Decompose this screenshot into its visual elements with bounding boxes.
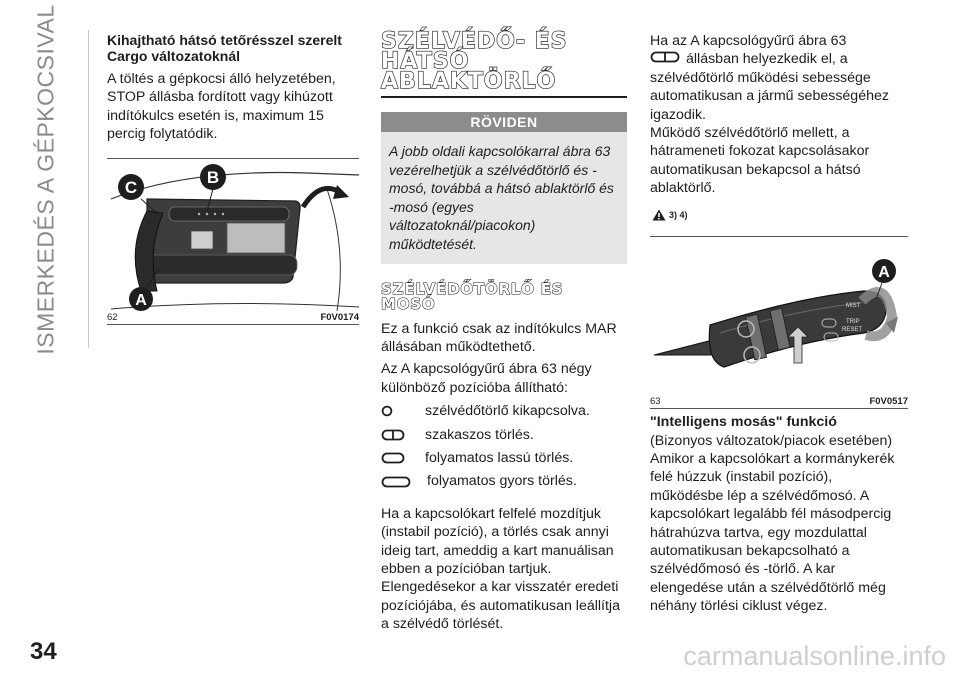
auto-speed-paragraph	[650, 32, 908, 124]
wiper-washer-subtitle	[381, 279, 627, 313]
position-slow-text: folyamatos lassú törlés.	[425, 450, 574, 466]
position-slow-row	[381, 449, 627, 467]
sidebar-divider	[88, 30, 89, 348]
warning-reference	[652, 206, 908, 224]
auto-speed-rest: állásban helyezkedik el, a szélvédőtörlő működési sebessége automatikusan a jármű sebességéhez igazodik.	[650, 51, 889, 123]
figure-63	[650, 236, 908, 409]
positions-intro: Az A kapcsológyűrű ábra 63 négy különböző pozícióba állítható:	[381, 361, 592, 396]
position-fast-row	[381, 472, 627, 490]
callout-a-63-text: A	[878, 264, 890, 282]
position-off-row	[381, 402, 627, 420]
ignition-paragraph: Ez a funkció csak az indítókulcs MAR állásában működtethető.	[381, 320, 617, 355]
callout-c	[118, 174, 144, 200]
subtitle-line-1: SZÉLVÉDŐTÖRLŐ ÉS	[381, 279, 564, 298]
figure-62-number: 62	[107, 311, 118, 323]
summary-box: A jobb oldali kapcsolókarral ábra 63 vezérelhetjük a szélvédőtörlő és -mosó, továbbá a hátsó ablaktörlő és -mosó (egyes változatoknál/piacokon) működtetését.	[381, 132, 627, 264]
callout-a-63	[872, 259, 896, 283]
column-3	[650, 32, 908, 620]
smart-wash-title: "Intelligens mosás" funkció	[650, 414, 837, 431]
figure-63-number: 63	[650, 396, 661, 408]
position-off-text: szélvédőtörlő kikapcsolva.	[425, 403, 590, 420]
chapter-sidebar-title	[6, 3, 86, 355]
wiper-fast-icon	[381, 476, 427, 488]
position-intermittent-text: szakaszos törlés.	[425, 426, 534, 443]
section-title	[381, 29, 627, 98]
dashboard-switch-illustration	[107, 159, 359, 311]
stalk-label-reset: RESET	[842, 327, 863, 334]
charging-paragraph: A töltés a gépkocsi álló helyzetében, STOP állásba fordított vagy kihúzott indítókulcs esetén is, maximum 15 percig folytatódik.	[107, 71, 336, 143]
callout-b	[200, 164, 226, 190]
smart-wash-text: (Bizonyos változatok/piacok esetében) Amikor a kapcsolókart a kormánykerék felé húzzuk (instabil pozíció), működésbe lép a szélvédőmosó. A kapcsolókart legalább fél másodpercig hátrahúzva tartva, egy mozdulattal automatikusan bekapcsolható a szélvédőmosó és -törlő. A kar elengedése után a szélvédőtörlő még néhány törlési ciklust végez.	[650, 432, 895, 615]
chapter-title-text: ISMERKEDÉS A GÉPKOCSIVAL	[32, 3, 59, 355]
callout-c-text: C	[124, 177, 138, 197]
section-title-line-3: ABLAKTÖRLŐ	[381, 69, 557, 94]
column-2	[381, 29, 627, 638]
subtitle-line-2: MOSÓ	[381, 294, 436, 313]
figure-63-code: F0V0517	[869, 396, 908, 408]
position-intermittent-row	[381, 426, 627, 444]
cargo-subheading: Kihajtható hátsó tetőrésszel szerelt Cargo változatoknál	[107, 32, 342, 64]
figure-62	[107, 158, 359, 325]
warning-triangle-icon	[652, 209, 666, 221]
wiper-intermittent-icon	[381, 429, 425, 441]
stalk-label-mist: MIST	[846, 303, 861, 310]
figure-62-code: F0V0174	[320, 311, 359, 323]
section-title-line-2: HÁTSÓ	[381, 49, 470, 74]
position-fast-text: folyamatos gyors törlés.	[427, 473, 577, 490]
page-number: 34	[30, 638, 57, 665]
callout-b-text: B	[206, 167, 220, 187]
figure-62-caption	[107, 311, 359, 324]
callout-a-text: A	[135, 291, 147, 309]
warning-ref-text: 3) 4)	[669, 209, 688, 220]
stalk-label-trip: TRIP	[846, 319, 860, 326]
wiper-off-icon	[381, 405, 425, 417]
auto-speed-start: Ha az A kapcsológyűrű ábra 63	[650, 33, 847, 49]
summary-title: RÖVIDEN	[381, 112, 627, 132]
wiper-slow-icon	[381, 452, 425, 464]
auto-speed-icon	[650, 50, 680, 68]
momentary-paragraph: Ha a kapcsolókart felfelé mozdítjuk (instabil pozíció), a törlés csak annyi ideig tart, ameddig a kart manuálisan ebben a pozícióban tartjuk. Elengedésekor a kar visszatér eredeti pozíciójába, és automatikusan leállítja a szélvédő törlését.	[381, 505, 620, 633]
column-1	[107, 32, 359, 325]
section-title-line-1: SZÉLVÉDŐ- ÉS	[381, 29, 568, 54]
watermark: carmanualsonline.info	[683, 641, 946, 671]
reverse-gear-paragraph: Működő szélvédőtörlő mellett, a hátrameneti fokozat kapcsolásakor automatikusan bekapcsol a hátsó ablaktörlő.	[650, 125, 870, 197]
figure-63-caption	[650, 395, 908, 408]
wiper-stalk-illustration	[650, 237, 908, 395]
callout-a	[129, 287, 153, 311]
